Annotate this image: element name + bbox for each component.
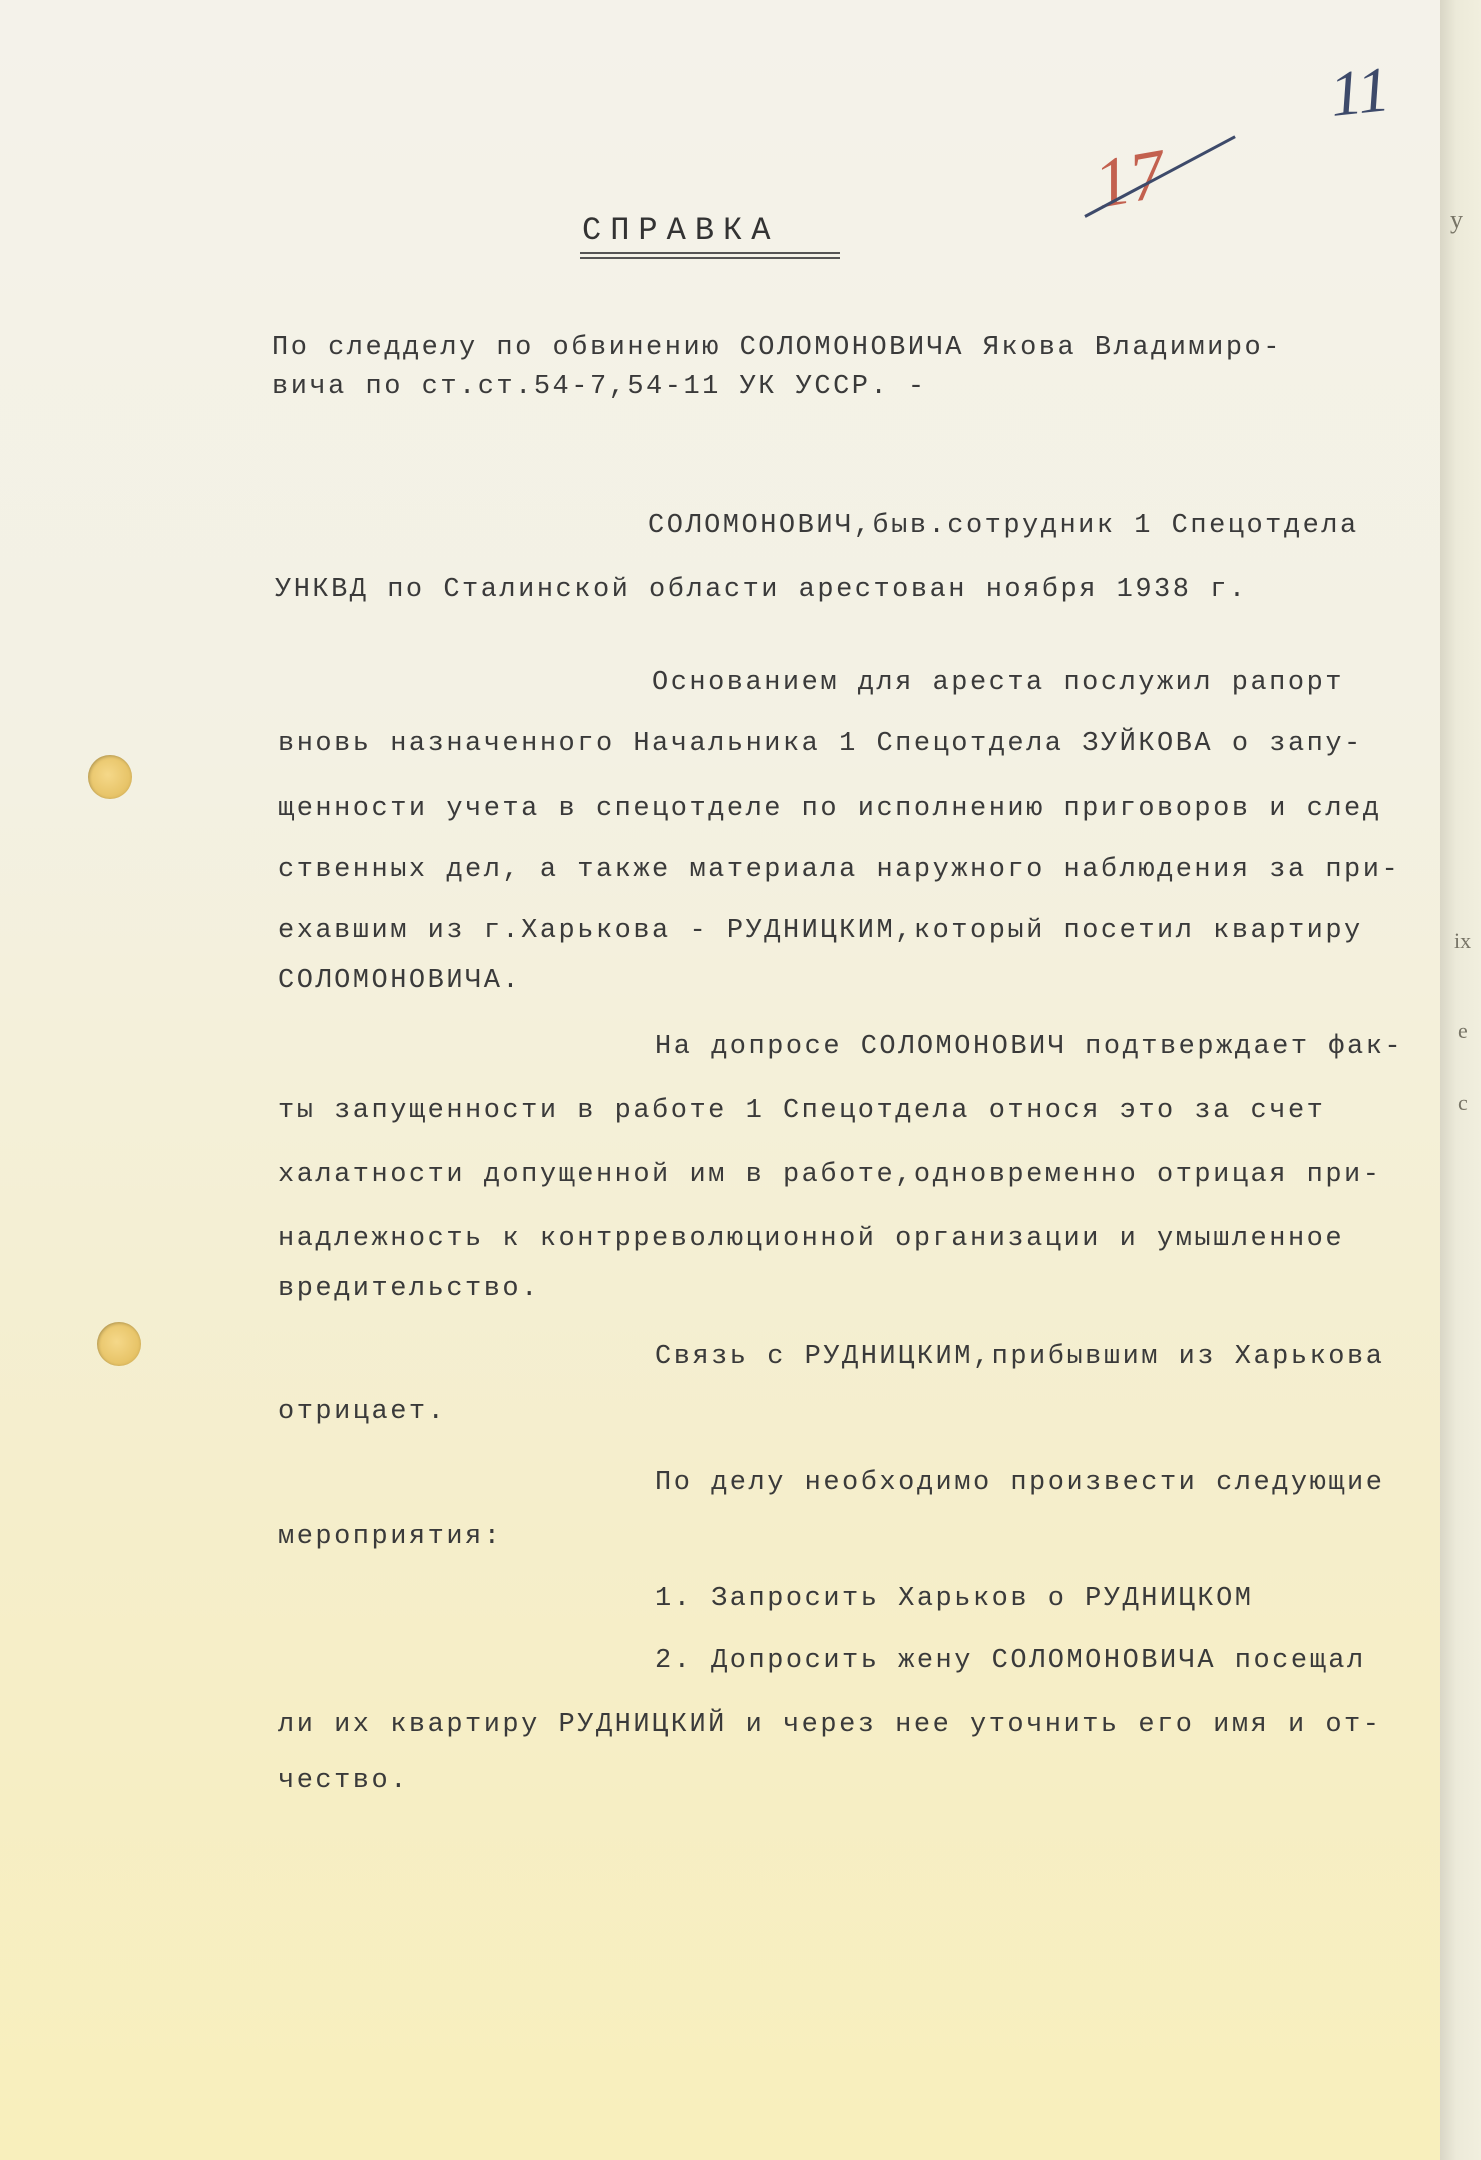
title-underline bbox=[580, 252, 840, 254]
paragraph-line: ли их квартиру РУДНИЦКИЙ и через нее уточнить его имя и от- bbox=[278, 1710, 1382, 1740]
edge-mark: іх bbox=[1454, 928, 1472, 953]
paragraph-line: отрицает. bbox=[278, 1397, 447, 1427]
paragraph-line: халатности допущенной им в работе,одновременно отрицая при- bbox=[278, 1160, 1382, 1190]
paragraph-line: мероприятия: bbox=[278, 1522, 503, 1552]
paragraph-line: Связь с РУДНИЦКИМ,прибывшим из Харькова bbox=[655, 1342, 1385, 1372]
next-page-edge bbox=[1440, 0, 1481, 2160]
crossed-folio-number: 17 bbox=[1088, 135, 1172, 224]
paragraph-line: 2. Допросить жену СОЛОМОНОВИЧА посещал bbox=[655, 1646, 1366, 1676]
subject-line-2: вича по ст.ст.54-7,54-11 УК УССР. - bbox=[272, 372, 927, 402]
paragraph-line: ственных дел, а также материала наружного наблюдения за при- bbox=[278, 855, 1401, 885]
punch-hole bbox=[88, 755, 132, 799]
paragraph-line: ехавшим из г.Харькова - РУДНИЦКИМ,который посетил квартиру bbox=[278, 916, 1363, 946]
document-title: СПРАВКА bbox=[582, 212, 780, 249]
edge-mark: у bbox=[1450, 205, 1463, 234]
paragraph-line: вредительство. bbox=[278, 1274, 540, 1304]
paragraph-line: вновь назначенного Начальника 1 Спецотдела ЗУЙКОВА о запу- bbox=[278, 729, 1363, 759]
paragraph-line: 1. Запросить Харьков о РУДНИЦКОМ bbox=[655, 1584, 1254, 1614]
paragraph-line: ты запущенности в работе 1 Спецотдела относя это за счет bbox=[278, 1096, 1326, 1126]
paragraph-line: УНКВД по Сталинской области арестован ноября 1938 г. bbox=[275, 575, 1248, 605]
paragraph-line: щенности учета в спецотделе по исполнению приговоров и след bbox=[278, 794, 1382, 824]
paragraph-line: СОЛОМОНОВИЧ,быв.сотрудник 1 Спецотдела bbox=[648, 511, 1359, 541]
paragraph-line: Основанием для ареста послужил рапорт bbox=[652, 668, 1344, 698]
title-underline bbox=[580, 257, 840, 259]
paragraph-line: На допросе СОЛОМОНОВИЧ подтверждает фак- bbox=[655, 1032, 1404, 1062]
edge-mark: е bbox=[1458, 1018, 1468, 1043]
paragraph-line: СОЛОМОНОВИЧА. bbox=[278, 966, 522, 996]
folio-number: 11 bbox=[1326, 53, 1393, 130]
paragraph-line: чество. bbox=[278, 1766, 409, 1796]
subject-line-1: По следделу по обвинению СОЛОМОНОВИЧА Якова Владимиро- bbox=[272, 333, 1282, 363]
punch-hole bbox=[97, 1322, 141, 1366]
paragraph-line: По делу необходимо произвести следующие bbox=[655, 1468, 1385, 1498]
edge-mark: с bbox=[1458, 1090, 1468, 1115]
paragraph-line: надлежность к контрреволюционной организации и умышленное bbox=[278, 1224, 1345, 1254]
